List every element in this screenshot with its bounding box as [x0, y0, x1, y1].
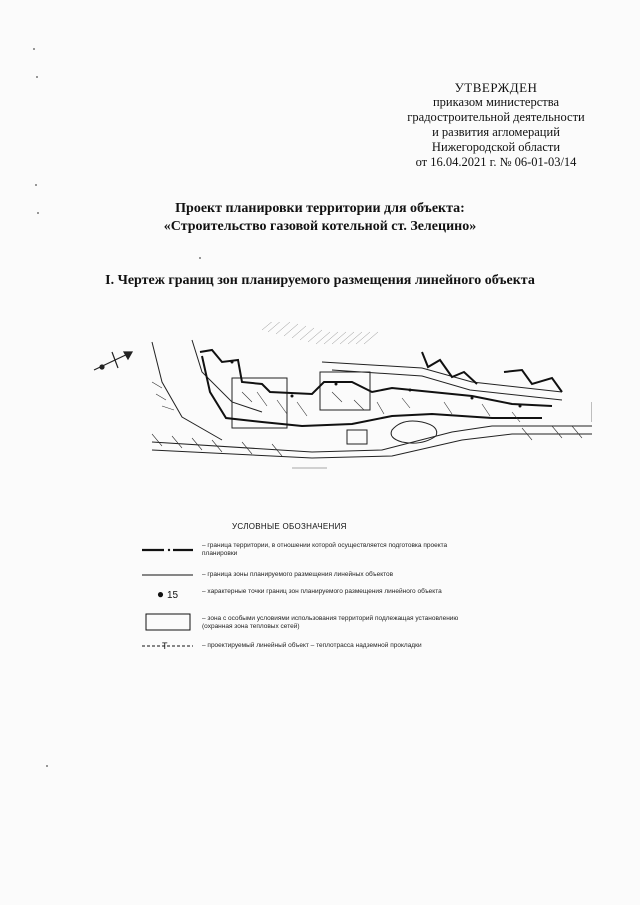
legend-item: [140, 570, 470, 584]
heat-line-icon: [140, 640, 195, 652]
project-title: [40, 200, 600, 236]
legend-title: УСЛОВНЫЕ ОБОЗНАЧЕНИЯ: [232, 522, 347, 531]
project-title-line-1: Проект планировки территории для объекта:: [175, 201, 465, 216]
zone-rectangle-icon: [140, 612, 195, 632]
legend-item: [140, 587, 470, 607]
project-title-line-2: «Строительство газовой котельной ст. Зелецино»: [163, 219, 477, 234]
approval-line: приказом министерства: [432, 95, 560, 109]
planning-drawing: [92, 322, 592, 472]
legend-item-text: – зона с особыми условиями использования территорий подлежащая установлению (охранная зона тепловых сетей): [202, 615, 459, 630]
point-markers: [231, 361, 522, 408]
legend-item-text: – проектируемый линейный объект – теплотрасса надземной прокладки: [202, 642, 422, 649]
heat-line-label: Т: [162, 641, 168, 651]
legend-item: [140, 612, 470, 636]
approval-line: градостроительной деятельности: [407, 110, 585, 124]
legend-item: [140, 542, 470, 562]
scan-speck: [33, 48, 35, 50]
legend-item-text: – граница зоны планируемого размещения линейных объектов: [202, 571, 394, 578]
approval-line: и развития агломераций: [432, 125, 560, 139]
scan-speck: [37, 212, 39, 214]
boundary-dense: [200, 350, 562, 426]
legend-item-text: – характерные точки границ зон планируемого размещения линейного объекта: [202, 588, 442, 595]
zone-line-icon: [140, 570, 195, 580]
north-arrow-icon: [94, 352, 132, 370]
legend-item: [140, 640, 470, 654]
section-title: I. Чертеж границ зон планируемого размещения линейного объекта: [105, 273, 535, 288]
point-marker-icon: ● 15: [156, 587, 179, 601]
approval-line: Нижегородской области: [431, 140, 561, 154]
hatched-area: [262, 322, 378, 344]
approval-line: от 16.04.2021 г. № 06-01-03/14: [415, 155, 577, 169]
scan-speck: [35, 184, 37, 186]
approval-stamp: [396, 80, 596, 170]
boundary-line-icon: [140, 544, 195, 556]
scan-speck: [36, 76, 38, 78]
scan-speck: [46, 765, 48, 767]
legend-item-text: – граница территории, в отношении которой осуществляется подготовка проекта планировки: [202, 542, 448, 557]
approval-heading: УТВЕРЖДЕН: [454, 80, 538, 95]
scan-speck: [199, 257, 201, 259]
point-marker-label: 15: [166, 590, 179, 601]
